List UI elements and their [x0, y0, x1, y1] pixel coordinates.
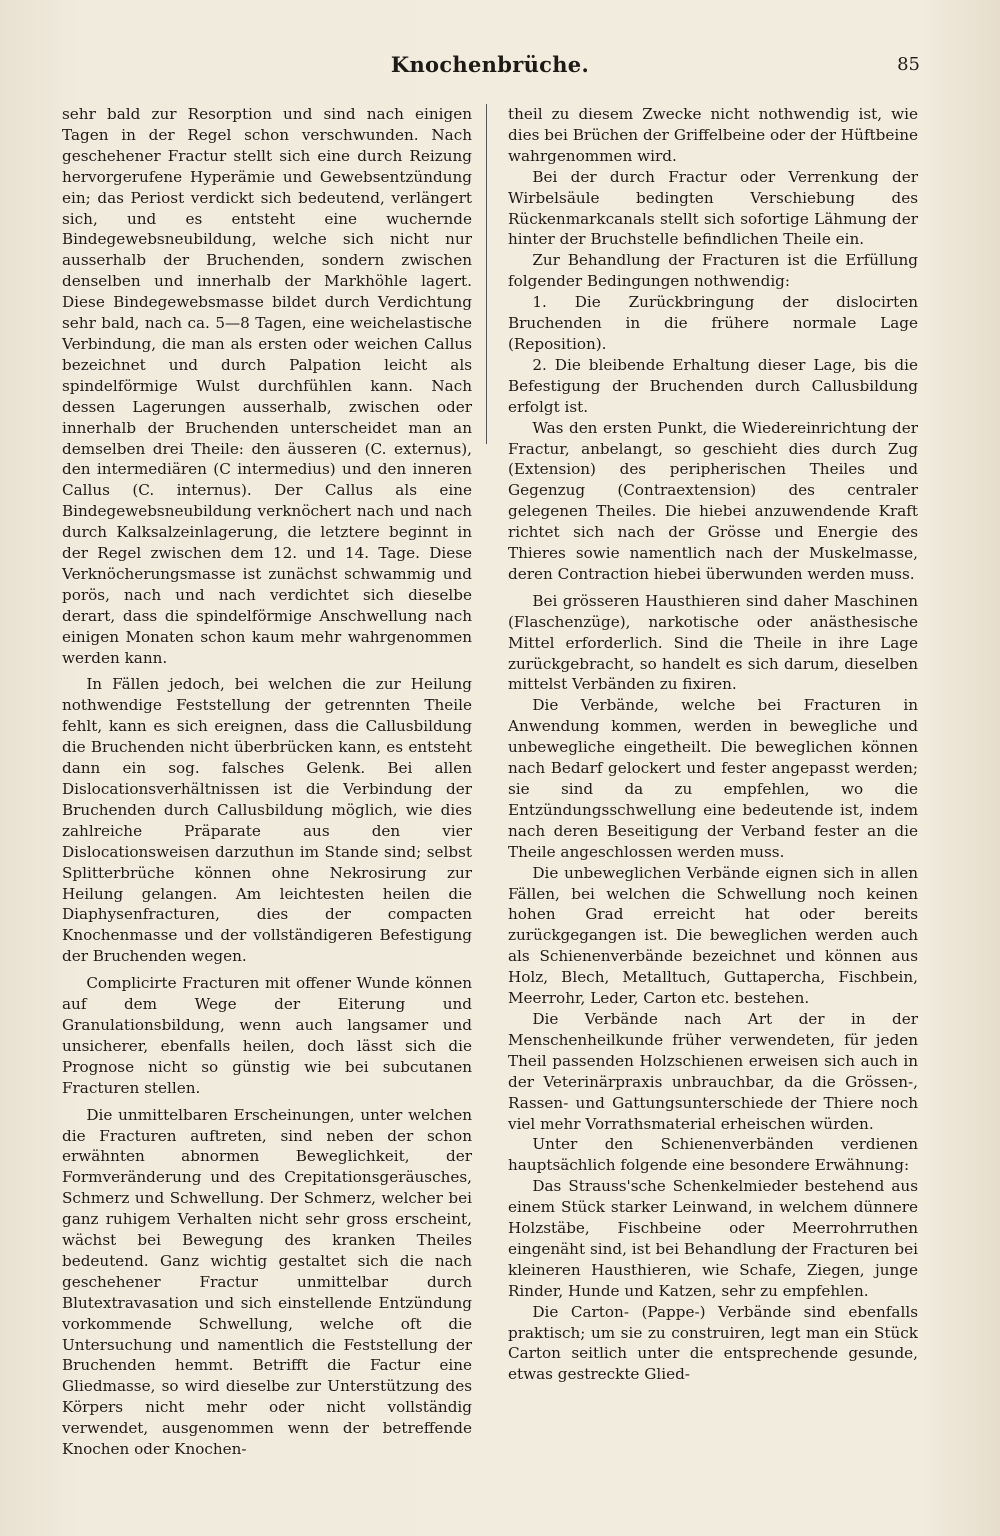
- paragraph: Zur Behandlung der Fracturen ist die Erfüllung folgender Bedingungen nothwendig:: [508, 251, 918, 291]
- paragraph: Die unbeweglichen Verbände eignen sich in allen Fällen, bei welchen die Schwellung noch keinen hohen Grad erreicht hat oder bereits zurückgegangen ist. Die beweglichen werden auch als Schienenverbände bezeichnet und können aus Holz, Blech, Metalltuch, Guttapercha, Fischbein, Meerrohr, Leder, Carton etc. bestehen.: [508, 863, 918, 1008]
- paragraph: sehr bald zur Resorption und sind nach einigen Tagen in der Regel schon verschwunden. Nach geschehener Fractur stellt sich eine durch Reizung hervorgerufene Hyperämie und Gewebsentzündung ein; das Periost verdickt sich bedeutend, verlängert sich, und es entsteht eine wuchernde Bindegewebsneubildung, welche sich nicht nur ausserhalb der Bruchenden, sondern zwischen denselben und innerhalb der Markhöhle lagert. Diese Bindegewebsmasse bildet durch Verdichtung sehr bald, nach ca. 5—8 Tagen, eine weichelastische Verbindung, die man als ersten oder weichen Callus bezeichnet und durch Palpation leicht als spindelförmige Wulst durchfühlen kann. Nach dessen Lagerungen ausserhalb, zwischen oder innerhalb der Bruchenden unterscheidet man an demselben drei Theile: den äusseren (C. externus), den intermediären (C intermedius) und den inneren Callus (C. internus). Der Callus als eine Bindegewebsneubildung verknöchert nach und nach durch Kalksalzeinlagerung, die letztere beginnt in der Regel zwischen dem 12. und 14. Tage. Diese Verknöcherungsmasse ist zunächst schwammig und porös, nach und nach verdichtet sich dieselbe derart, dass die spindelförmige Anschwellung nach einigen Monaten schon kaum mehr wahrgenommen werden kann.: [62, 105, 472, 667]
- paragraph: Was den ersten Punkt, die Wiedereinrichtung der Fractur, anbelangt, so geschieht dies durch Zug (Extension) des peripherischen Theiles und Gegenzug (Contraextension) des centraler gelegenen Theiles. Die hiebei anzuwendende Kraft richtet sich nach der Grösse und Energie des Thieres sowie namentlich nach der Muskelmasse, deren Contraction hiebei überwunden werden muss.: [508, 418, 918, 583]
- paragraph: Complicirte Fracturen mit offener Wunde können auf dem Wege der Eiterung und Granulationsbildung, wenn auch langsamer und unsicherer, ebenfalls heilen, doch lässt sich die Prognose nicht so günstig wie bei subcutanen Fracturen stellen.: [62, 974, 472, 1097]
- paragraph: theil zu diesem Zwecke nicht nothwendig ist, wie dies bei Brüchen der Griffelbeine oder der Hüftbeine wahrgenommen wird.: [508, 105, 918, 165]
- paragraph: Unter den Schienenverbänden verdienen hauptsächlich folgende eine besondere Erwähnung:: [508, 1135, 918, 1175]
- list-item: 2. Die bleibende Erhaltung dieser Lage, bis die Befestigung der Bruchenden durch Callusbildung erfolgt ist.: [508, 355, 918, 416]
- paragraph: Die unmittelbaren Erscheinungen, unter welchen die Fracturen auftreten, sind neben der schon erwähnten abnormen Beweglichkeit, der Formveränderung und des Crepitationsgeräusches, Schmerz und Schwellung. Der Schmerz, welcher bei ganz ruhigem Verhalten nicht sehr gross erscheint, wächst bei Bewegung des kranken Theiles bedeutend. Ganz wichtig gestaltet sich die nach geschehener Fractur unmittelbar durch Blutextravasation und sich einstellende Entzündung vorkommende Schwellung, welche oft die Untersuchung und namentlich die Feststellung der Bruchenden hemmt. Betrifft die Factur eine Gliedmasse, so wird dieselbe zur Unterstützung des Körpers nicht mehr oder nicht vollständig verwendet, ausgenommen wenn der betreffende Knochen oder Knochen-: [62, 1105, 472, 1459]
- left-text-column: [62, 104, 472, 1460]
- page-number: 85: [897, 54, 920, 75]
- paragraph: Bei grösseren Hausthieren sind daher Maschinen (Flaschenzüge), narkotische oder anästhesische Mittel erforderlich. Sind die Theile in ihre Lage zurückgebracht, so handelt es sich darum, dieselben mittelst Verbänden zu fixiren.: [508, 591, 918, 694]
- page-header: [60, 52, 920, 86]
- list-item: 1. Die Zurückbringung der dislocirten Bruchenden in die frühere normale Lage (Reposition).: [508, 293, 918, 353]
- paragraph: Die Verbände, welche bei Fracturen in Anwendung kommen, werden in bewegliche und unbewegliche eingetheilt. Die beweglichen können nach Bedarf gelockert und fester angepasst werden; sie sind da zu empfehlen, wo die Entzündungsschwellung eine bedeutende ist, indem nach deren Beseitigung der Verband fester an die Theile angeschlossen werden muss.: [508, 696, 918, 861]
- paragraph: In Fällen jedoch, bei welchen die zur Heilung nothwendige Feststellung der getrennten Theile fehlt, kann es sich ereignen, dass die Callusbildung die Bruchenden nicht überbrücken kann, es entsteht dann ein sog. falsches Gelenk. Bei allen Dislocationsverhältnissen ist die Verbindung der Bruchenden durch Callusbildung möglich, wie dies zahlreiche Präparate aus den vier Dislocationsweisen darzuthun im Stande sind; selbst Splitterbrüche können ohne Nekrosirung zur Heilung gelangen. Am leichtesten heilen die Diaphysenfracturen, dies der compacten Knochenmasse und der vollständigeren Befestigung der Bruchenden wegen.: [62, 675, 472, 966]
- paragraph: Die Verbände nach Art der in der Menschenheilkunde früher verwendeten, für jeden Theil passenden Holzschienen erweisen sich auch in der Veterinärpraxis unbrauchbar, da die Grössen-, Rassen- und Gattungsunterschiede der Thiere noch viel mehr Vorrathsmaterial erheischen würden.: [508, 1009, 918, 1133]
- paragraph: Das Strauss'sche Schenkelmieder bestehend aus einem Stück starker Leinwand, in welchem dünnere Holzstäbe, Fischbeine oder Meerrohrruthen eingenäht sind, ist bei Behandlung der Fracturen bei kleineren Hausthieren, wie Schafe, Ziegen, junge Rinder, Hunde und Katzen, sehr zu empfehlen.: [508, 1177, 918, 1300]
- paragraph: Bei der durch Fractur oder Verrenkung der Wirbelsäule bedingten Verschiebung des Rückenmarkcanals stellt sich sofortige Lähmung der hinter der Bruchstelle befindlichen Theile ein.: [508, 167, 918, 249]
- column-divider: [486, 104, 487, 444]
- running-title: Knochenbrüche.: [390, 52, 590, 77]
- paragraph: Die Carton- (Pappe-) Verbände sind ebenfalls praktisch; um sie zu construiren, legt man ein Stück Carton seitlich unter die entsprechende gesunde, etwas gestreckte Glied-: [508, 1302, 918, 1384]
- right-text-column: [508, 104, 918, 1385]
